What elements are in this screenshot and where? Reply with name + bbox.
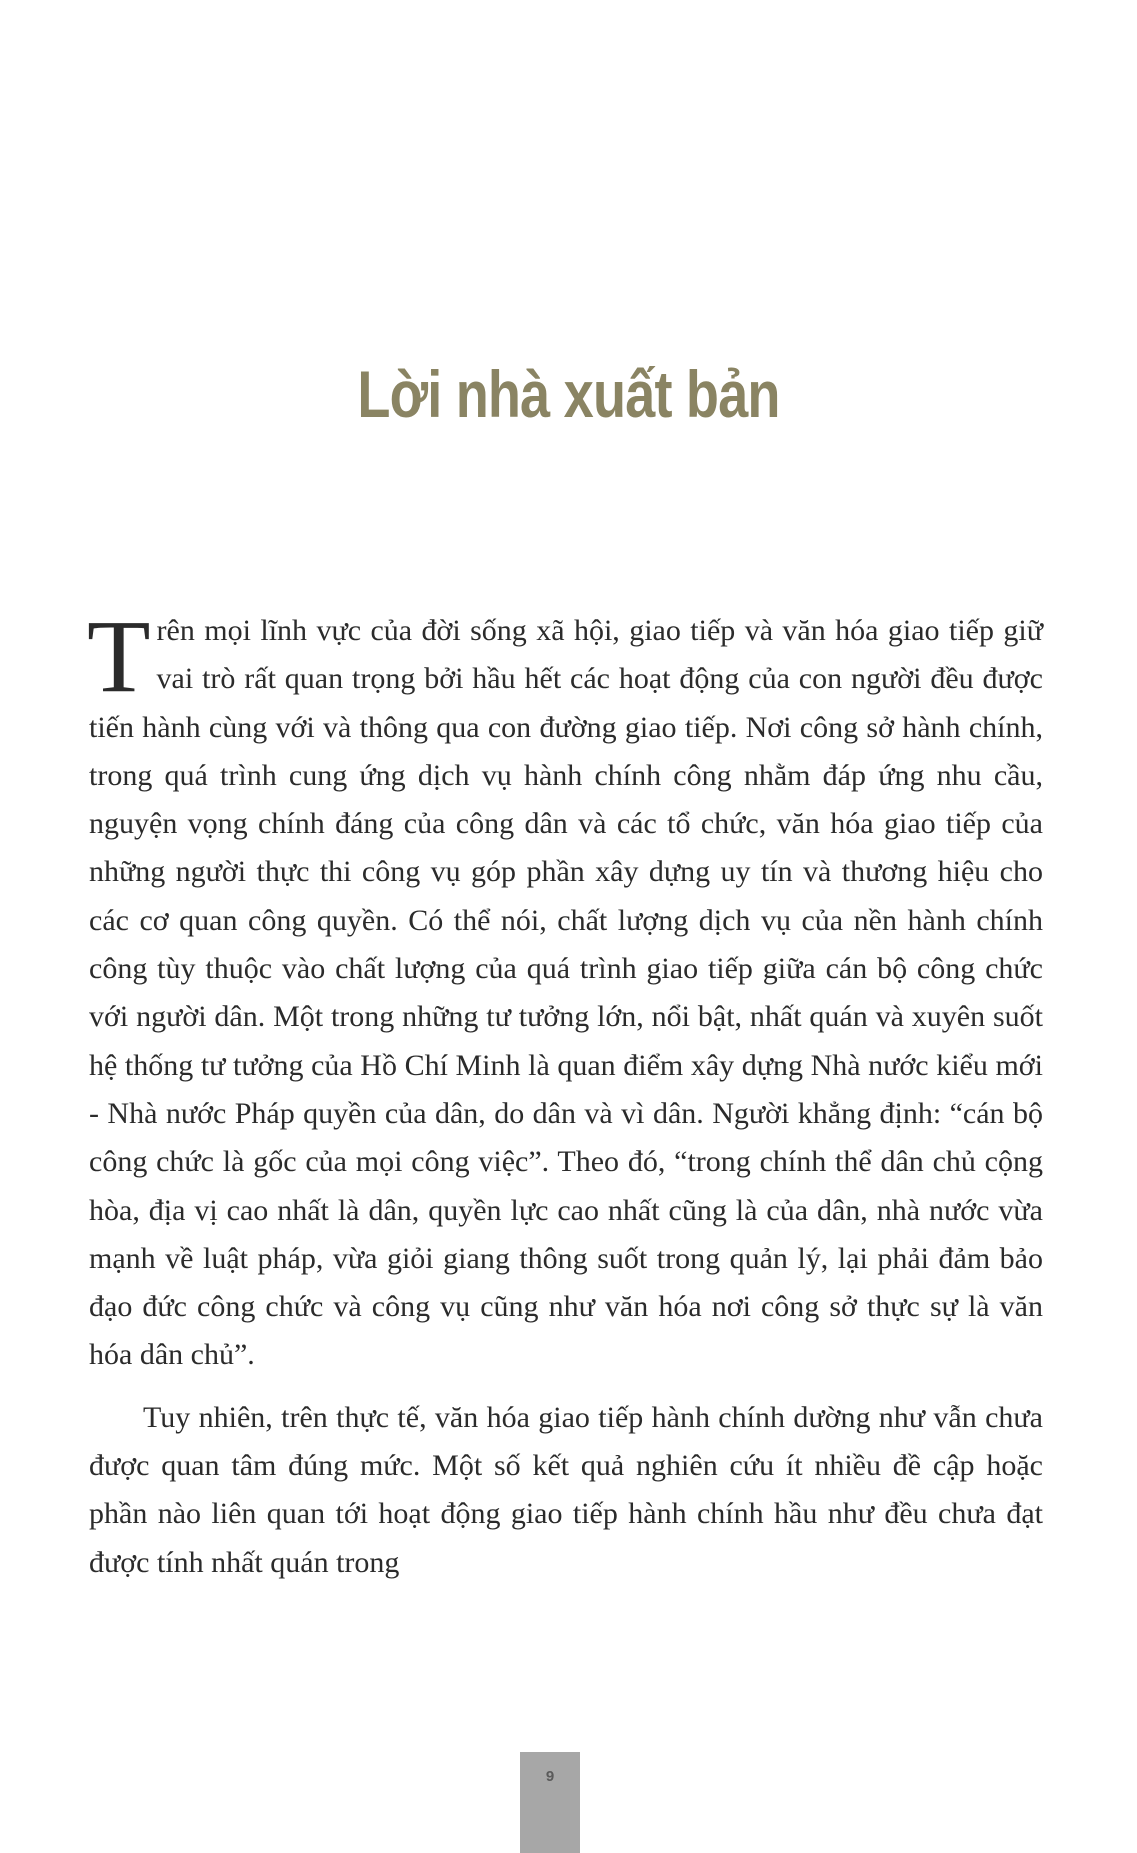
page-number-tab xyxy=(520,1752,580,1853)
body-text xyxy=(87,599,1043,1587)
drop-cap: T xyxy=(87,599,151,714)
chapter-title: Lời nhà xuất bản xyxy=(357,357,780,431)
page-number: 9 xyxy=(545,1768,555,1785)
paragraph-2: Tuy nhiên, trên thực tế, văn hóa giao tiếp hành chính dường như vẫn chưa được quan tâm đúng mức. Một số kết quả nghiên cứu ít nhiều đề cập hoặc phần nào liên quan tới hoạt động giao tiếp hành chính hầu như đều chưa đạt được tính nhất quán trong xyxy=(89,1400,1043,1579)
paragraph-1 xyxy=(87,599,1043,1380)
paragraph-1-text: rên mọi lĩnh vực của đời sống xã hội, giao tiếp và văn hóa giao tiếp giữ vai trò rất quan trọng bởi hầu hết các hoạt động của con người đều được tiến hành cùng với và thông qua con đường giao tiếp. Nơi công sở hành chính, trong quá trình cung ứng dịch vụ hành chính công nhằm đáp ứng nhu cầu, nguyện vọng chính đáng của công dân và các tổ chức, văn hóa giao tiếp của những người thực thi công vụ góp phần xây dựng uy tín và thương hiệu cho các cơ quan công quyền. Có thể nói, chất lượng dịch vụ của nền hành chính công tùy thuộc vào chất lượng của quá trình giao tiếp giữa cán bộ công chức với người dân. Một trong những tư tưởng lớn, nổi bật, nhất quán và xuyên suốt hệ thống tư tưởng của Hồ Chí Minh là quan điểm xây dựng Nhà nước kiểu mới - Nhà nước Pháp quyền của dân, do dân và vì dân. Người khẳng định: “cán bộ công chức là gốc của mọi công việc”. Theo đó, “trong chính thể dân chủ cộng hòa, địa vị cao nhất là dân, quyền lực cao nhất cũng là của dân, nhà nước vừa mạnh về luật pháp, vừa giỏi giang thông suốt trong quản lý, lại phải đảm bảo đạo đức công chức và công vụ cũng như văn hóa nơi công sở thực sự là văn hóa dân chủ”. xyxy=(89,614,1043,1372)
